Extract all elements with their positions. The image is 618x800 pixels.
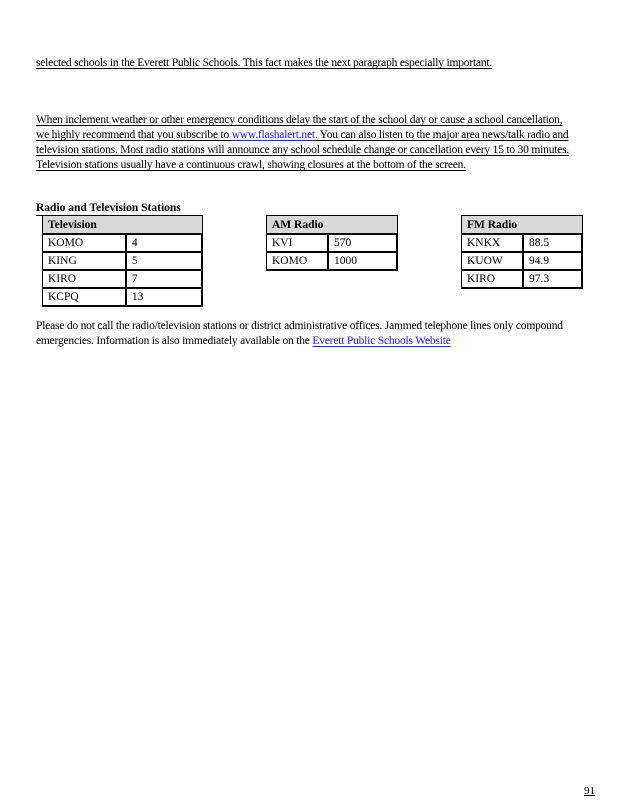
station-cell: KOMO bbox=[43, 234, 126, 252]
weather-text-start: When inclement weather or other emergency conditions delay the start of the school day or cause a school cancellation, we highly recommend that you subscribe to bbox=[36, 114, 563, 141]
am-radio-header: AM Radio bbox=[267, 216, 398, 235]
table-row bbox=[43, 288, 203, 306]
channel-cell: 5 bbox=[126, 252, 202, 270]
channel-cell: 4 bbox=[126, 234, 202, 252]
table-row bbox=[462, 270, 583, 288]
television-table bbox=[42, 215, 203, 307]
station-cell: KNKX bbox=[462, 234, 523, 252]
station-cell: KUOW bbox=[462, 252, 523, 270]
station-cell: KCPQ bbox=[43, 288, 126, 306]
frequency-cell: 88.5 bbox=[523, 234, 582, 252]
flashalert-link[interactable]: www.flashalert.net bbox=[231, 129, 315, 141]
station-cell: KIRO bbox=[462, 270, 523, 288]
page-number: 91 bbox=[584, 785, 595, 797]
frequency-cell: 97.3 bbox=[523, 270, 582, 288]
frequency-cell: 1000 bbox=[328, 252, 397, 270]
inclement-weather-paragraph bbox=[36, 113, 576, 173]
stations-heading: Radio and Television Stations bbox=[36, 202, 189, 216]
table-row bbox=[43, 252, 203, 270]
closing-paragraph bbox=[36, 319, 576, 349]
channel-cell: 7 bbox=[126, 270, 202, 288]
table-row bbox=[462, 252, 583, 270]
television-header: Television bbox=[43, 216, 203, 235]
station-cell: KOMO bbox=[267, 252, 329, 270]
frequency-cell: 94.9 bbox=[523, 252, 582, 270]
table-row bbox=[267, 234, 398, 252]
station-cell: KING bbox=[43, 252, 126, 270]
table-row bbox=[43, 270, 203, 288]
intro-paragraph: selected schools in the Everett Public Schools. This fact makes the next paragraph especially important. bbox=[36, 57, 493, 69]
frequency-cell: 570 bbox=[328, 234, 397, 252]
station-cell: KIRO bbox=[43, 270, 126, 288]
table-row bbox=[267, 252, 398, 270]
am-radio-table bbox=[266, 215, 398, 271]
closing-text: Please do not call the radio/television stations or district administrative offices. Jammed telephone lines only compound emergencies. Information is also immediately available on the bbox=[36, 320, 563, 347]
table-row bbox=[462, 234, 583, 252]
fm-radio-table bbox=[461, 215, 583, 289]
weather-text-end: . You can also listen to the major area news/talk radio and television stations. Most radio stations will announce any school schedule change or cancellation every 15 to 30 minutes. Television stations usually have a continuous crawl, showing closures at the bottom of the screen. bbox=[36, 129, 570, 171]
school-website-link[interactable]: Everett Public Schools Website bbox=[312, 335, 451, 347]
station-cell: KVI bbox=[267, 234, 329, 252]
channel-cell: 13 bbox=[126, 288, 202, 306]
fm-radio-header: FM Radio bbox=[462, 216, 583, 235]
table-row bbox=[43, 234, 203, 252]
